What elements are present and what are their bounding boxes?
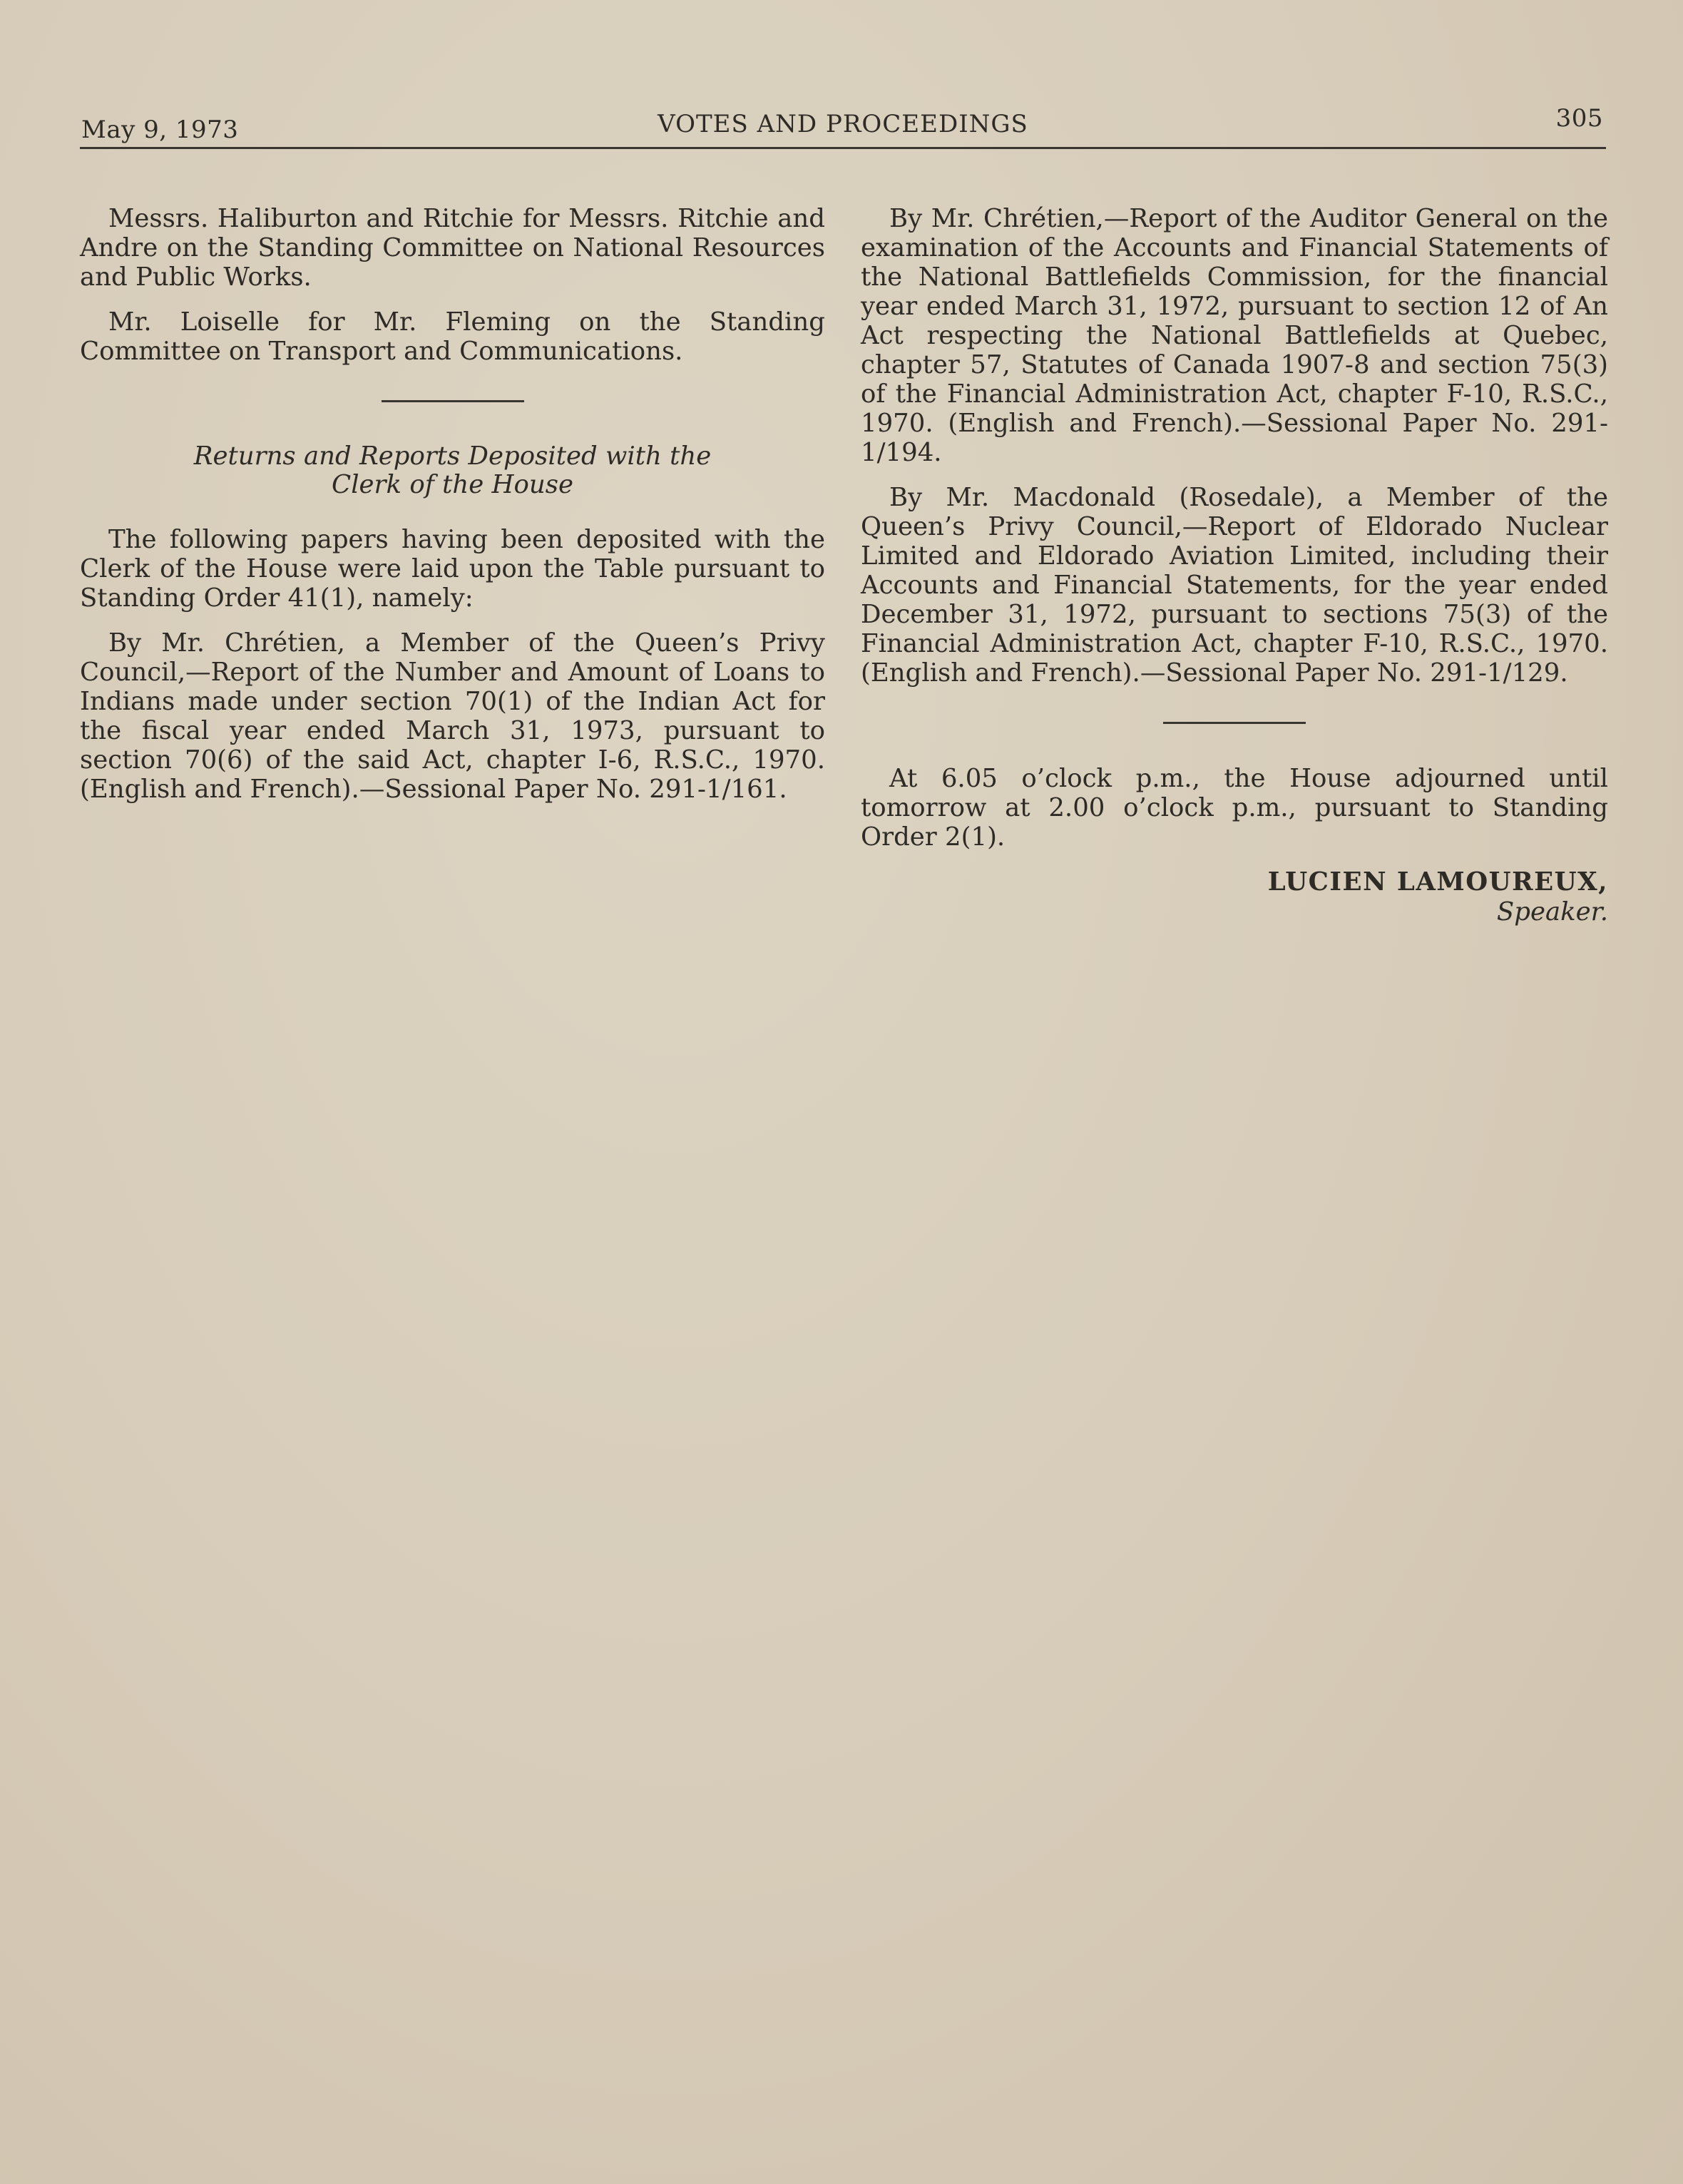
left-column <box>80 204 825 820</box>
header-title: VOTES AND PROCEEDINGS <box>658 110 1028 138</box>
right-column <box>861 204 1608 927</box>
page-number: 305 <box>1555 104 1603 133</box>
section-heading <box>80 442 825 499</box>
section-heading-line-1: Returns and Reports Deposited with the <box>193 442 712 471</box>
section-heading-line-2: Clerk of the House <box>332 470 573 499</box>
speaker-title: Speaker. <box>1496 897 1608 927</box>
sessional-paper-194: By Mr. Chrétien,—Report of the Auditor General on the examination of the Accounts and Financial Statements of the National Battlefields Commission, for the financial year ended March 31, 1972, pursuant to section 12 of An Act respecting the National Battlefields at Quebec, chapter 57, Statutes of Canada 1907-8 and section 75(3) of the Financial Administration Act, chapter F-10, R.S.C., 1970. (English and French).—Sessional Paper No. 291-1/194. <box>861 204 1608 467</box>
committee-substitution-paragraph: Messrs. Haliburton and Ritchie for Messrs. Ritchie and Andre on the Standing Committee on National Resources and Public Works. <box>80 204 825 292</box>
speaker-signature <box>861 867 1608 927</box>
section-divider <box>382 400 524 402</box>
running-header <box>80 104 1606 149</box>
sessional-paper-161: By Mr. Chrétien, a Member of the Queen’s Privy Council,—Report of the Number and Amount of Loans to Indians made under section 70(1) of the Indian Act for the fiscal year ended March 31, 1973, pursuant to section 70(6) of the said Act, chapter I-6, R.S.C., 1970. (English and French).—Sessional Paper No. 291-1/161. <box>80 628 825 804</box>
header-date: May 9, 1973 <box>81 116 239 144</box>
adjournment-paragraph: At 6.05 o’clock p.m., the House adjourned until tomorrow at 2.00 o’clock p.m., pursuant to Standing Order 2(1). <box>861 764 1608 852</box>
committee-substitution-paragraph-2: Mr. Loiselle for Mr. Fleming on the Standing Committee on Transport and Communications. <box>80 307 825 366</box>
sessional-paper-129: By Mr. Macdonald (Rosedale), a Member of the Queen’s Privy Council,—Report of Eldorado Nuclear Limited and Eldorado Aviation Limited, including their Accounts and Financial Statements, for the year ended December 31, 1972, pursuant to sections 75(3) of the Financial Administration Act, chapter F-10, R.S.C., 1970. (English and French).—Sessional Paper No. 291-1/129. <box>861 483 1608 688</box>
speaker-name: LUCIEN LAMOUREUX, <box>1267 867 1608 897</box>
adjournment-divider <box>1163 722 1306 724</box>
deposited-papers-intro: The following papers having been deposited with the Clerk of the House were laid upon the Table pursuant to Standing Order 41(1), namely: <box>80 525 825 613</box>
